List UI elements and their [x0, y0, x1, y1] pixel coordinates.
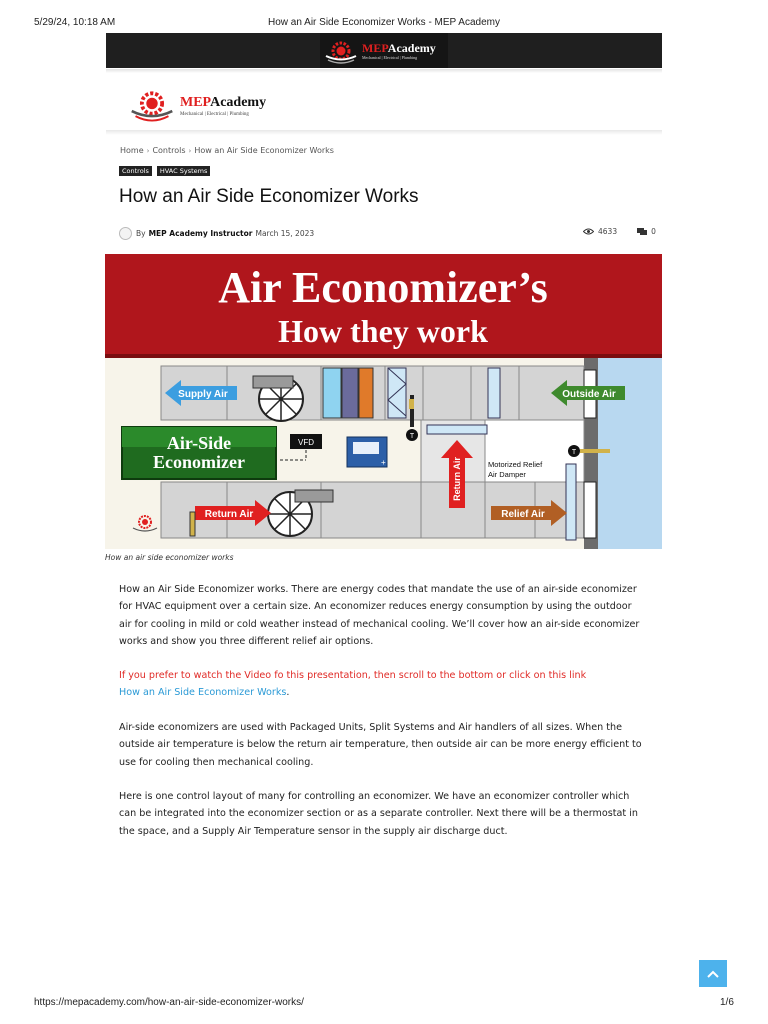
relief-louver: [584, 482, 596, 538]
comments-count[interactable]: 0: [651, 227, 656, 236]
brand-tagline: Mechanical | Electrical | Plumbing: [180, 111, 249, 117]
category-hvac-systems[interactable]: HVAC Systems: [157, 166, 210, 176]
top-bar-logo[interactable]: [320, 33, 448, 68]
print-datetime: 5/29/24, 10:18 AM: [34, 17, 116, 28]
sensor-t-1: T: [409, 433, 415, 440]
print-page-number: 1/6: [720, 997, 734, 1008]
eye-icon: [583, 228, 594, 235]
economizer-badge: [122, 427, 276, 479]
hero-caption: How an air side economizer works: [105, 553, 234, 562]
sensor-t-2: T: [571, 449, 577, 456]
header-divider: [106, 69, 662, 73]
heating-coil: [359, 368, 373, 418]
brand-mep: MEP: [180, 94, 211, 110]
outside-air-label: Outside Air: [562, 389, 616, 400]
video-link[interactable]: How an Air Side Economizer Works: [119, 687, 287, 699]
brand-tagline: Mechanical | Electrical | Plumbing: [362, 54, 418, 60]
post-date: March 15, 2023: [255, 229, 315, 238]
article-paragraph-3: Air-side economizers are used with Packaged Units, Split Systems and Air handlers of all sizes. When the outside air temperature is below the return air temperature, then outside air can be more energy efficient to use for cooling then mechanical cooling.: [119, 722, 642, 768]
return-air-label: Return Air: [204, 509, 254, 520]
relief-damper-label-1: Motorized Relief: [488, 460, 543, 469]
banner-bottom-edge: [105, 354, 662, 358]
vfd-label: VFD: [298, 438, 314, 447]
scroll-to-top-button[interactable]: [699, 960, 727, 987]
print-page-title: How an Air Side Economizer Works - MEP Academy: [268, 17, 500, 28]
economizer-controller: [347, 437, 387, 467]
post-meta: [119, 227, 314, 240]
breadcrumb-current: How an Air Side Economizer Works: [194, 146, 334, 155]
brand-academy: Academy: [210, 94, 267, 110]
relief-damper-label-2: Air Damper: [488, 470, 526, 479]
brand-academy: Academy: [387, 40, 436, 55]
category-tags: [119, 166, 210, 176]
post-title: How an Air Side Economizer Works: [119, 186, 419, 207]
video-notice-text: If you prefer to watch the Video fo this presentation, then scroll to the bottom or click on this link: [119, 670, 587, 681]
brand-mep: MEP: [362, 40, 388, 55]
outside-air-damper: [488, 368, 500, 418]
views-count: 4633: [598, 227, 618, 236]
comment-icon[interactable]: [637, 228, 647, 236]
gear-logo-icon: [320, 36, 362, 66]
economizer-label-1: Air-Side: [166, 433, 232, 453]
category-controls[interactable]: Controls: [119, 166, 152, 176]
print-url: https://mepacademy.com/how-an-air-side-economizer-works/: [34, 997, 304, 1008]
post-stats: [583, 227, 656, 236]
relief-air-label: Relief Air: [501, 509, 545, 520]
video-notice-end: .: [286, 687, 290, 699]
economizer-label-2: Economizer: [153, 452, 245, 472]
author-link[interactable]: MEP Academy Instructor: [148, 229, 253, 238]
banner-line-1: Air Economizer’s: [218, 263, 548, 312]
relief-damper: [566, 464, 576, 540]
author-avatar[interactable]: [119, 227, 132, 240]
breadcrumb-separator: ›: [188, 146, 192, 155]
svg-text:+: +: [381, 458, 386, 467]
site-logo[interactable]: [124, 85, 284, 127]
gear-logo-icon: [124, 87, 180, 125]
banner-line-2: How they work: [278, 313, 488, 349]
nav-divider: [106, 130, 662, 135]
cooling-coil: [342, 368, 358, 418]
chevron-up-icon: [707, 970, 719, 978]
supply-air-label: Supply Air: [178, 389, 228, 400]
article-paragraph-2: [119, 667, 644, 702]
return-air-damper: [427, 425, 487, 434]
article-paragraph-4: Here is one control layout of many for controlling an economizer. We have an economizer controller which can be integrated into the economizer section or as a separate controller. Next there will be a thermostat in the space, and a Supply Air Temperature sensor in the supply air discharge duct.: [119, 791, 638, 837]
article-paragraph-1: How an Air Side Economizer works. There are energy codes that mandate the use of an air-side economizer for HVAC equipment over a certain size. An economizer reduces energy consumption by using the outdoor air for cooling in mild or cold weather instead of mechanical cooling. We’ll cover how an air-side economizer works and show you three different relief air options.: [119, 584, 640, 647]
hero-economizer-diagram: [105, 254, 662, 549]
breadcrumb: [120, 146, 334, 155]
breadcrumb-controls[interactable]: Controls: [152, 146, 186, 155]
return-air-vertical-label: Return Air: [452, 457, 462, 501]
breadcrumb-home[interactable]: Home: [120, 146, 144, 155]
filter-blue: [323, 368, 341, 418]
by-label: By: [136, 229, 146, 238]
breadcrumb-separator: ›: [146, 146, 150, 155]
